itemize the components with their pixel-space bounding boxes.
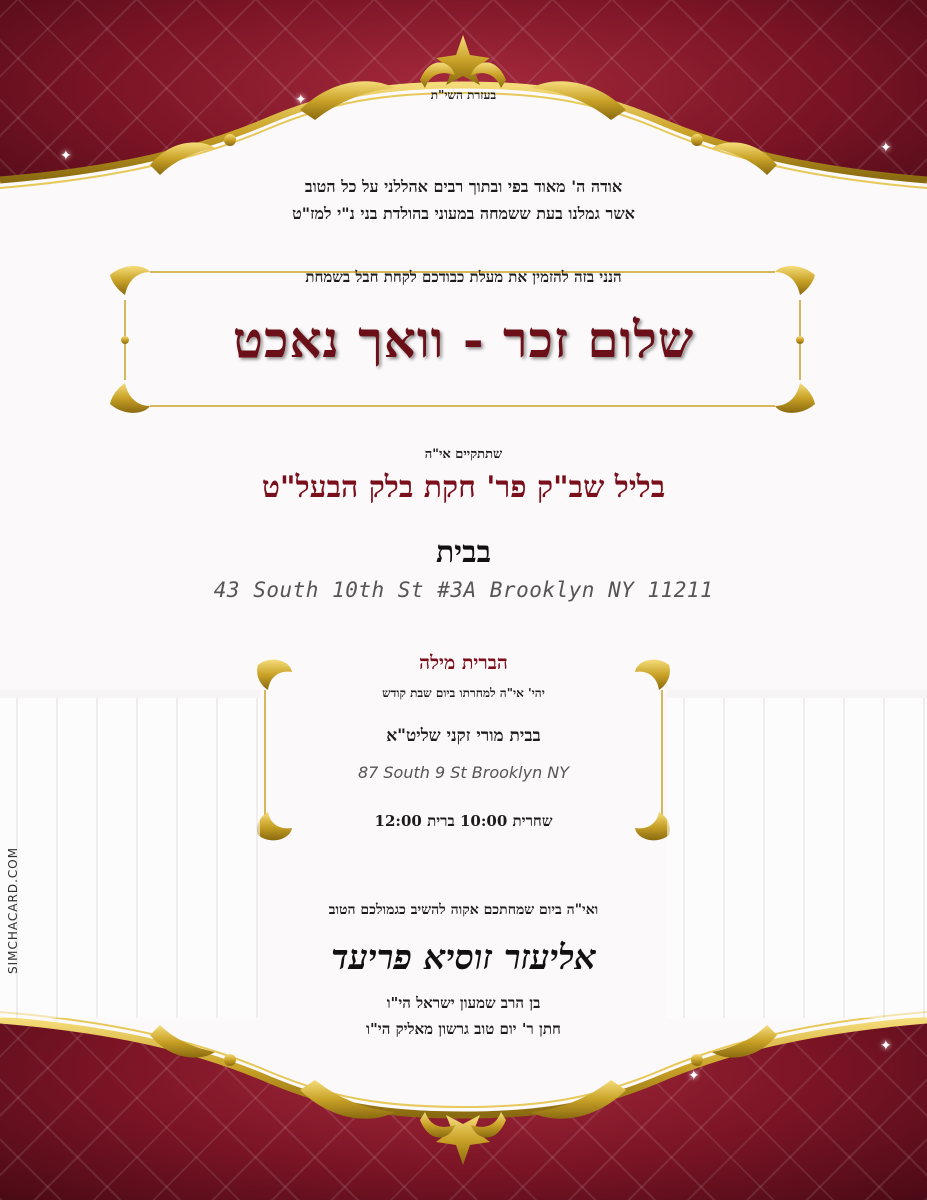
location-label: בבית	[435, 535, 492, 570]
bris-times: שחרית 10:00 ברית 12:00	[374, 812, 553, 830]
bris-address: 87 South 9 St Brooklyn NY	[357, 763, 570, 782]
sparkle-icon: ✦	[880, 140, 892, 156]
sparkle-icon: ✦	[60, 148, 72, 164]
pre-date-text: שתתקיים אי"ה	[424, 447, 503, 462]
watermark-text: SIMCHACARD.COM	[6, 846, 20, 974]
sparkle-icon: ✦	[295, 92, 307, 108]
invite-line: הנני בזה להזמין את מעלת כבודכם לקחת חבל בשמחת	[305, 268, 622, 286]
son-of-line: בן הרב שמעון ישראל הי"ו	[386, 994, 541, 1012]
main-title: שלום זכר - וואך נאכט	[232, 310, 695, 369]
sparkle-icon: ✦	[880, 1038, 892, 1054]
signature: אליעזר זוסיא פריעד	[331, 938, 596, 978]
opening-line-2: אשר גמלנו בעת ששמחה במעוני בהולדת בני נ"י למז"ט	[292, 204, 635, 223]
header-badge: בעזרת השי"ת	[430, 88, 497, 102]
sparkle-icon: ✦	[688, 1068, 700, 1084]
son-in-law-line: חתן ר' יום טוב גרשון מאליק הי"ו	[366, 1020, 561, 1038]
date-line: בליל שב"ק פר' חקת בלק הבעל"ט	[261, 470, 666, 505]
bris-subtitle: יהי' אי"ה למחרתו ביום שבת קודש	[382, 686, 545, 700]
closing-line: ואי"ה ביום שמחתכם אקוה להשיב כגמולכם הטוב	[328, 902, 599, 918]
primary-address: 43 South 10th St #3A Brooklyn NY 11211	[213, 578, 714, 602]
bris-location: בבית מורי זקני שליט"א	[386, 726, 541, 746]
bris-title: הברית מילה	[419, 652, 508, 674]
opening-line-1: אודה ה' מאוד בפי ובתוך רבים אהללני על כל הטוב	[304, 177, 623, 196]
